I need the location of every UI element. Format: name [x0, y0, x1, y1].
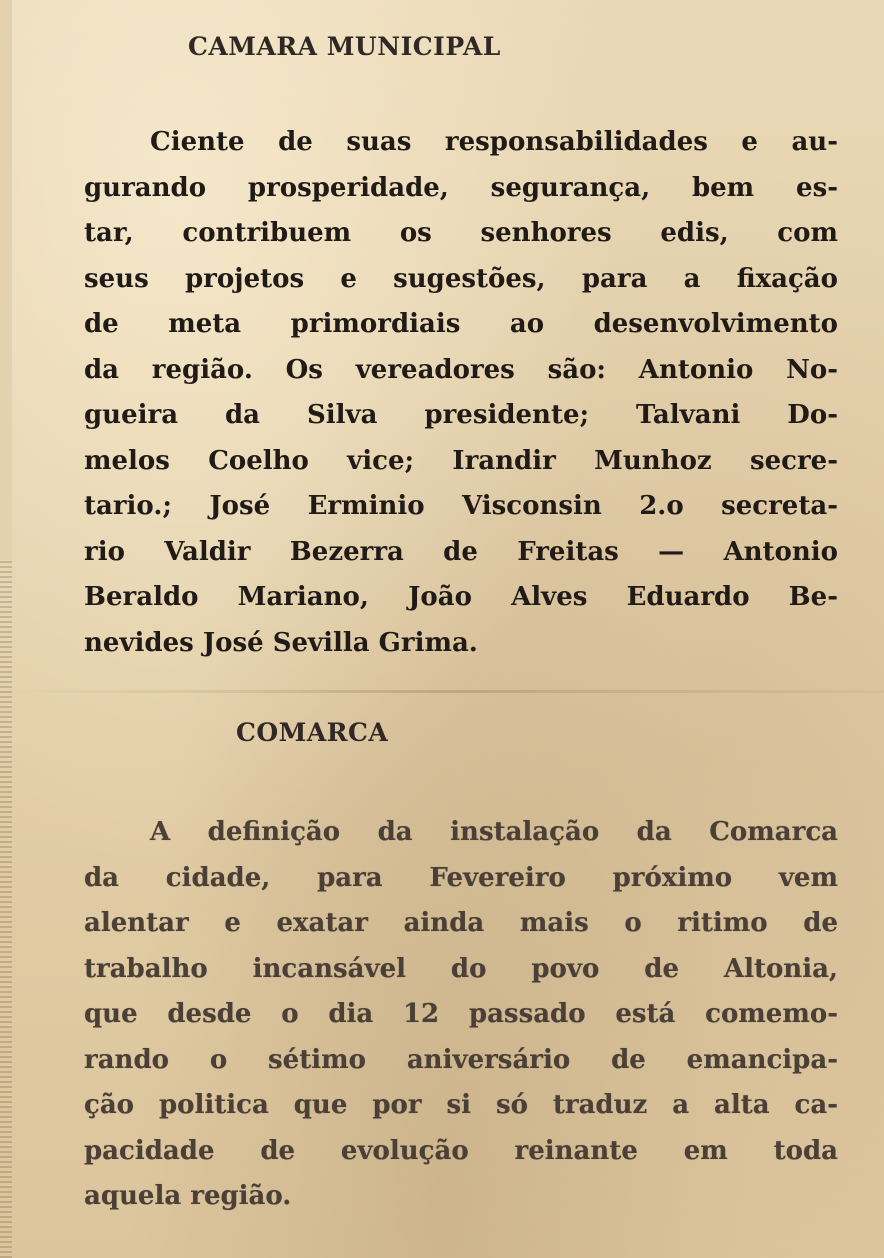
text-line: Beraldo Mariano, João Alves Eduardo Be-	[84, 582, 838, 612]
heading-camara-municipal: CAMARA MUNICIPAL	[188, 32, 501, 61]
text-line: aquela região.	[84, 1181, 292, 1211]
text-line: Ciente de suas responsabilidades e au-	[150, 127, 838, 157]
text-line: tar, contribuem os senhores edis, com	[84, 218, 838, 248]
text-line: alentar e exatar ainda mais o ritimo de	[84, 908, 838, 938]
paragraph-comarca	[84, 810, 838, 1220]
text-line: tario.; José Erminio Visconsin 2.o secreta-	[84, 491, 838, 521]
text-line: rio Valdir Bezerra de Freitas — Antonio	[84, 536, 838, 567]
paper-fold	[0, 690, 884, 693]
text-line: da cidade, para Fevereiro próximo vem	[84, 862, 838, 893]
paper-edge-top	[0, 0, 12, 560]
text-line: melos Coelho vice; Irandir Munhoz secre-	[84, 445, 838, 476]
text-line: gueira da Silva presidente; Talvani Do-	[84, 400, 838, 430]
text-line: nevides José Sevilla Grima.	[84, 627, 478, 658]
paragraph-camara-municipal	[84, 120, 838, 666]
text-line: que desde o dia 12 passado está comemo-	[84, 999, 838, 1029]
heading-comarca: COMARCA	[236, 718, 389, 747]
text-line: ção politica que por si só traduz a alta ca-	[84, 1090, 838, 1120]
text-line: trabalho incansável do povo de Altonia,	[84, 953, 838, 984]
text-line: rando o sétimo aniversário de emancipa-	[84, 1044, 838, 1075]
text-line: da região. Os vereadores são: Antonio No-	[84, 354, 838, 385]
text-line: pacidade de evolução reinante em toda	[84, 1135, 838, 1166]
text-line: A definição da instalação da Comarca	[150, 817, 838, 847]
text-line: seus projetos e sugestões, para a fixação	[84, 263, 838, 294]
text-line: de meta primordiais ao desenvolvimento	[84, 309, 838, 339]
text-line: gurando prosperidade, segurança, bem es-	[84, 172, 838, 203]
